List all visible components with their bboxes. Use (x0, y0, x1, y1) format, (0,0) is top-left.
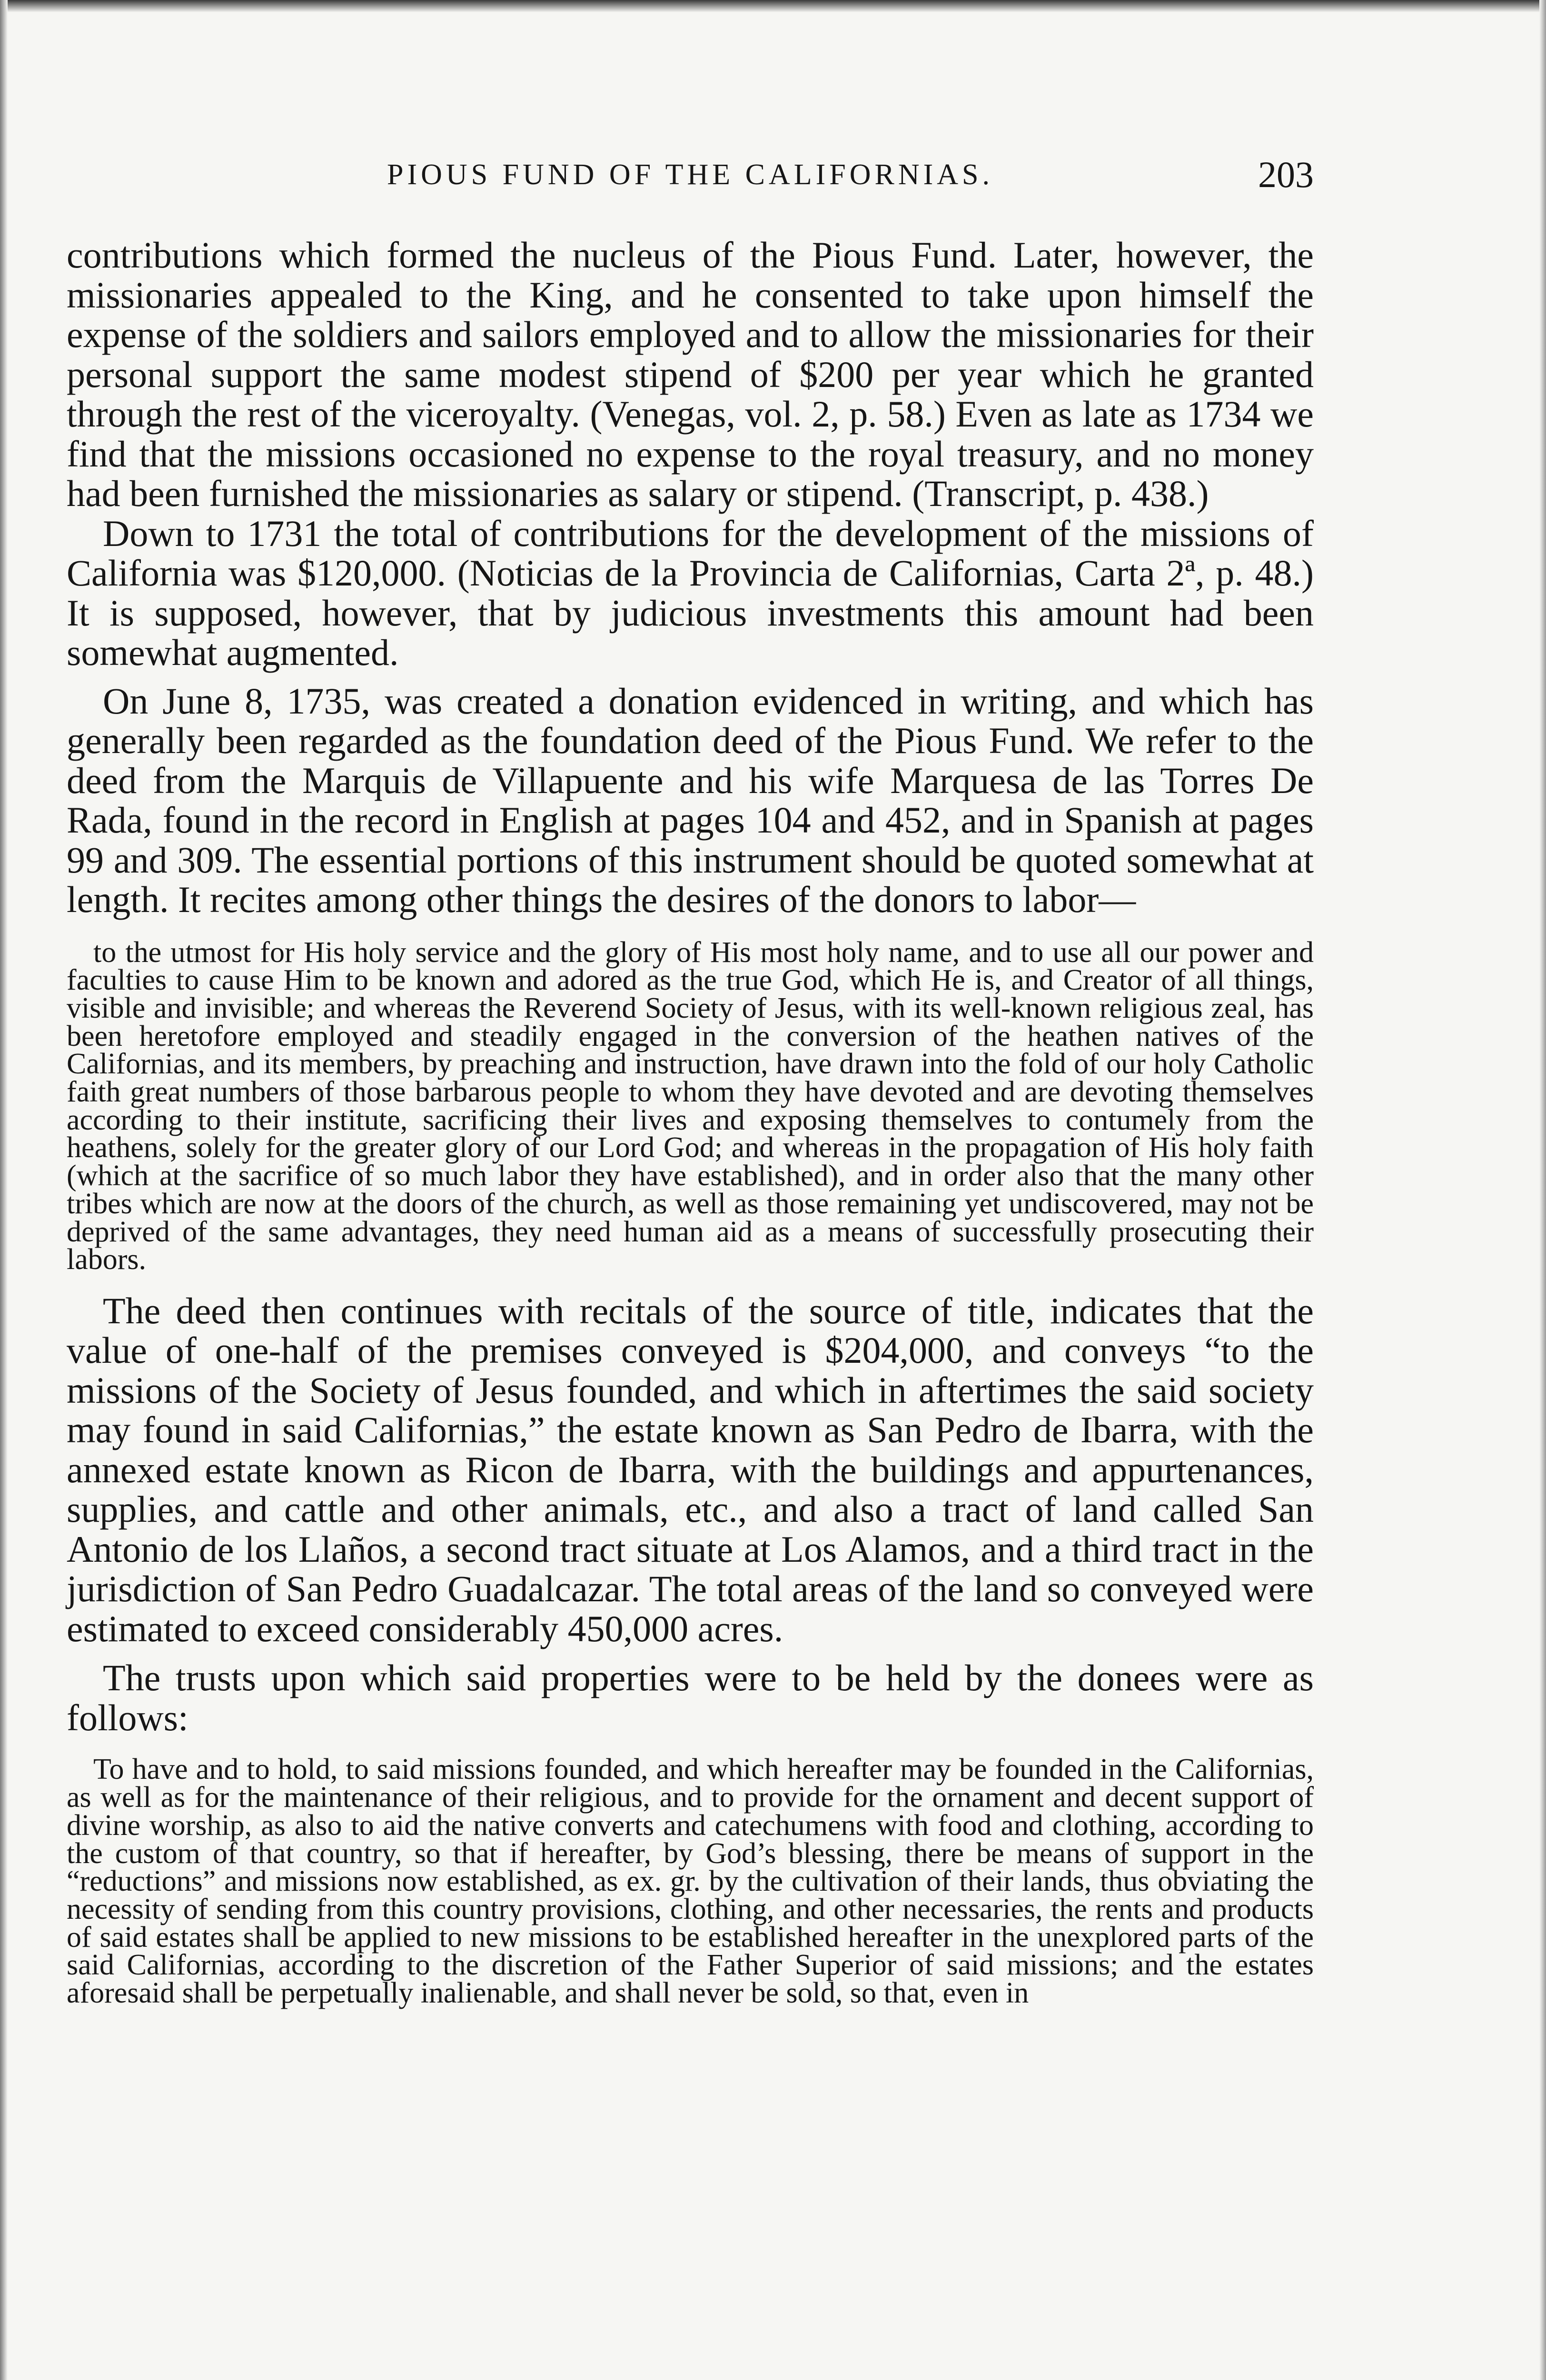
body-paragraph-foundation-deed: On June 8, 1735, was created a donation evidenced in writing, and which has generally been regarded as the foundation deed of the Pious Fund. We refer to the deed from the Marquis de Villapuente and his wife Marquesa de las Torres De Rada, found in the record in English at pages 104 and 452, and in Spanish at pages 99 and 309. The essential portions of this instrument should be quoted somewhat at length. It recites among other things the desires of the donors to labor— (67, 680, 1314, 920)
paragraph-spacer (67, 920, 1314, 939)
page-number: 203 (1258, 154, 1314, 195)
page-edge-shadow-top (0, 0, 1546, 12)
page-gutter-shadow (0, 0, 8, 2380)
paragraph-spacer (67, 1648, 1314, 1658)
running-header (67, 153, 1314, 206)
body-paragraph-trusts: The trusts upon which said properties were to be held by the donees were as follows: (67, 1657, 1314, 1738)
body-paragraph-contributions: Down to 1731 the total of contributions for the development of the missions of California was $120,000. (Noticias de la Provincia de Californias, Carta 2ª, p. 48.) It is supposed, however, that by judicious investments this amount had been somewhat augmented. (67, 512, 1314, 673)
body-paragraph-deed-recitals: The deed then continues with recitals of the source of title, indicates that the value of one-half of the premises conveyed is $204,000, and conveys “to the missions of the Society of Jesus founded, and which in aftertimes the said society may found in said Californias,” the estate known as San Pedro de Ibarra, with the annexed estate known as Ricon de Ibarra, with the buildings and appurtenances, supplies, and cattle and other animals, etc., and also a tract of land called San Antonio de los Llaños, a second tract situate at Los Alamos, and a third tract in the jurisdiction of San Pedro Guadalcazar. The total areas of the land so conveyed were estimated to exceed considerably 450,000 acres. (67, 1289, 1314, 1649)
page-edge-shadow-right (1539, 0, 1546, 2380)
running-title: PIOUS FUND OF THE CALIFORNIAS. (386, 159, 994, 191)
block-quote-donor-desires: to the utmost for His holy service and the glory of His most holy name, and to use all our power and faculties to cause Him to be known and adored as the true God, which He is, and Creator of all things, visible and invisible; and whereas the Reverend Society of Jesus, with its well-known religious zeal, has been heretofore employed and steadily engaged in the conversion of the heathen natives of the Californias, and its members, by preaching and instruction, have drawn into the fold of our holy Catholic faith great numbers of those barbarous people to whom they have devoted and are devoting themselves according to their institute, sacrificing their lives and exposing themselves to contumely from the heathens, solely for the greater glory of our Lord God; and whereas in the propagation of His holy faith (which at the sacrifice of so much labor they have established), and in order also that the many other tribes which are now at the doors of the church, as well as those remaining yet undiscovered, may not be deprived of the same advantages, they need human aid as a means of successfully prosecuting their labors. (67, 936, 1314, 1276)
body-paragraph-continued: contributions which formed the nucleus of the Pious Fund. Later, however, the missionaries appealed to the King, and he consented to take upon himself the expense of the soldiers and sailors employed and to allow the missionaries for their personal support the same modest stipend of $200 per year which he granted through the rest of the viceroyalty. (Venegas, vol. 2, p. 58.) Even as late as 1734 we find that the missions occasioned no expense to the royal treasury, and no money had been furnished the missionaries as salary or stipend. (Transcript, p. 438.) (67, 234, 1314, 514)
paragraph-spacer (67, 1274, 1314, 1291)
block-quote-trusts: To have and to hold, to said missions founded, and which hereafter may be founded in the Californias, as well as for the maintenance of their religious, and to provide for the ornament and decent support of divine worship, as also to aid the native converts and catechumens with food and clothing, according to the custom of that country, so that if hereafter, by God’s blessing, there be means of support in the “reductions” and missions now established, as ex. gr. by the cultivation of their lands, thus obviating the necessity of sending from this country provisions, clothing, and other necessaries, the rents and products of said estates shall be applied to new missions to be established hereafter in the unexplored parts of the said Californias, according to the discretion of the Father Superior of said missions; and the estates aforesaid shall be perpetually inalienable, and shall never be sold, so that, even in (67, 1753, 1314, 2010)
page-body (67, 234, 1314, 2010)
paragraph-spacer (67, 673, 1314, 681)
